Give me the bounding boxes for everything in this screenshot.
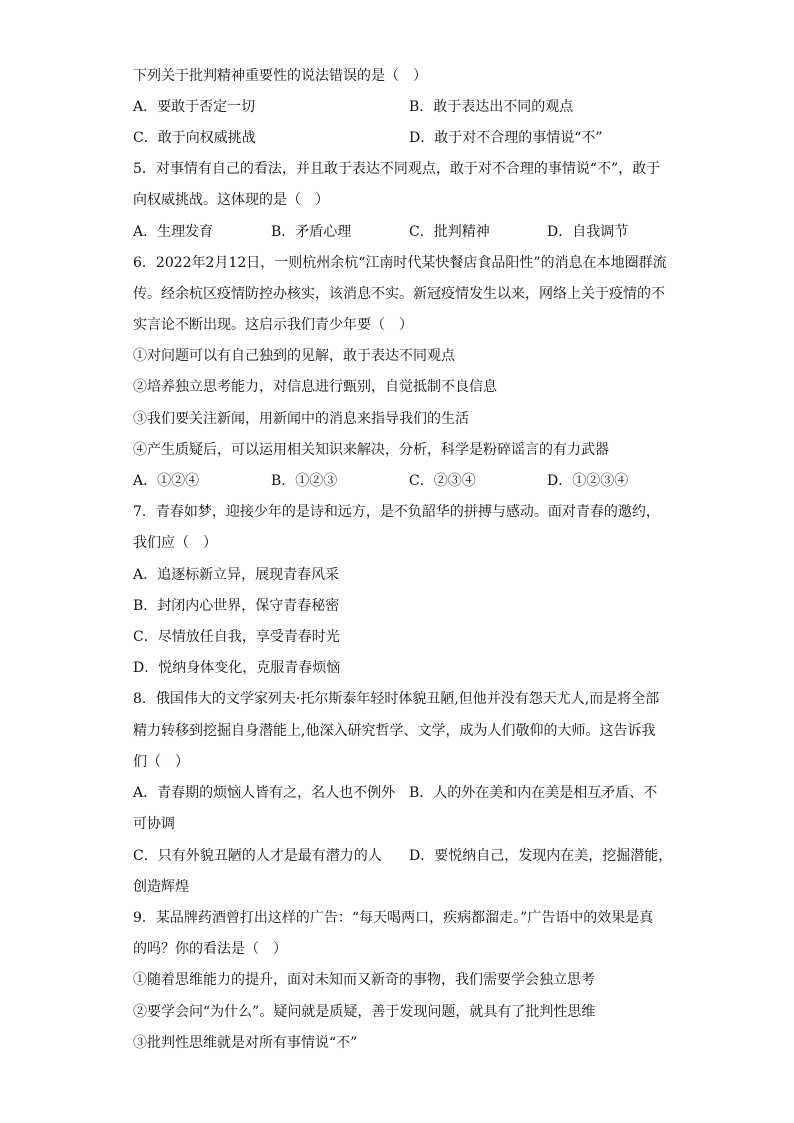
q8-option-c: C．只有外貌丑陋的人才是最有潜力的人 (133, 848, 382, 864)
q7-option-b: B．封闭内心世界，保守青春秘密 (133, 598, 340, 614)
q6-stem-line1: 6．2022年2月12日，一则杭州余杭“江南时代某快餐店食品阳性”的消息在本地圈群流 (133, 255, 667, 271)
q6-option-c: C．②③④ (409, 473, 476, 489)
q6-option-a: A．①②④ (133, 473, 200, 489)
q8-option-b: B．人的外在美和内在美是相互矛盾、不 (409, 785, 658, 801)
q7-stem-line1: 7．青春如梦，迎接少年的是诗和远方，是不负韶华的拼搏与感动。面对青春的邀约， (133, 504, 660, 520)
q8-option-d-cont: 创造辉煌 (133, 879, 189, 895)
q9-statement-2: ②要学会问“为什么”。疑问就是质疑，善于发现问题，就具有了批判性思维 (133, 1004, 596, 1020)
q5-option-d: D．自我调节 (547, 224, 629, 240)
q5-stem-line1: 5．对事情有自己的看法，并且敢于表达不同观点，敢于对不合理的事情说“不”，敢于 (133, 161, 661, 177)
q4-option-a: A．要敢于否定一切 (133, 99, 256, 115)
q6-statement-4: ④产生质疑后，可以运用相关知识来解决，分析，科学是粉碎谣言的有力武器 (133, 442, 609, 458)
q8-option-d: D．要悦纳自己，发现内在美，挖掘潜能， (409, 848, 673, 864)
q9-stem-line2: 的吗？你的看法是（ ） (133, 941, 287, 957)
q9-stem-line1: 9．某品牌药酒曾打出这样的广告：“每天喝两口，疾病都溜走。”广告语中的效果是真 (133, 910, 654, 926)
q8-option-b-cont: 可协调 (133, 816, 175, 832)
q5-option-c: C．批判精神 (409, 224, 490, 240)
q8-option-a: A．青春期的烦恼人皆有之，名人也不例外 (133, 785, 396, 801)
q7-option-a: A．追逐标新立异，展现青春风采 (133, 567, 340, 583)
q9-statement-1: ①随着思维能力的提升，面对未知而又新奇的事物，我们需要学会独立思考 (133, 972, 595, 988)
q5-option-b: B．矛盾心理 (271, 224, 352, 240)
q7-option-d: D．悦纳身体变化，克服青春烦恼 (133, 660, 341, 676)
q7-stem-line2: 我们应（ ） (133, 535, 217, 551)
q8-stem-line1: 8．俄国伟大的文学家列夫·托尔斯泰年轻时体貌丑陋,但他并没有怨天尤人,而是将全部 (133, 691, 660, 707)
q6-statement-1: ①对问题可以有自己独到的见解，敢于表达不同观点 (133, 348, 455, 364)
q5-stem-line2: 向权威挑战。这体现的是（ ） (133, 192, 329, 208)
q8-stem-line3: 们（ ） (133, 754, 189, 770)
q4-option-d: D．敢于对不合理的事情说“不” (409, 130, 603, 146)
q7-option-c: C．尽情放任自我，享受青春时光 (133, 629, 340, 645)
q6-statement-3: ③我们要关注新闻，用新闻中的消息来指导我们的生活 (133, 411, 469, 427)
q8-stem-line2: 精力转移到挖掘自身潜能上,他深入研究哲学、文学，成为人们敬仰的大师。这告诉我 (133, 723, 656, 739)
q4-option-b: B．敢于表达出不同的观点 (409, 99, 574, 115)
q6-statement-2: ②培养独立思考能力，对信息进行甄别，自觉抵制不良信息 (133, 379, 497, 395)
q4-stem: 下列关于批判精神重要性的说法错误的是（ ） (133, 68, 427, 84)
q6-option-b: B．①②③ (271, 473, 338, 489)
q6-option-d: D．①②③④ (547, 473, 629, 489)
q4-option-c: C．敢于向权威挑战 (133, 130, 256, 146)
q9-statement-3: ③批判性思维就是对所有事情说“不” (133, 1035, 358, 1051)
q5-option-a: A．生理发育 (133, 224, 214, 240)
q6-stem-line3: 实言论不断出现。这启示我们青少年要（ ） (133, 317, 413, 333)
q6-stem-line2: 传。经余杭区疫情防控办核实，该消息不实。新冠疫情发生以来，网络上关于疫情的不 (133, 286, 665, 302)
